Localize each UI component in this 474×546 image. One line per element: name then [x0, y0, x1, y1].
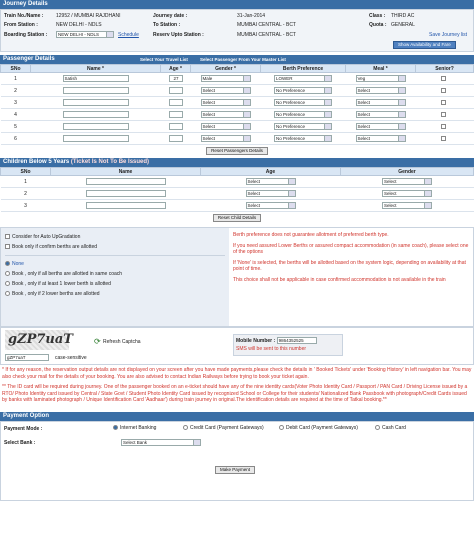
passenger-berth-select[interactable]: No Preference: [274, 135, 332, 142]
child-row: [1, 188, 474, 200]
passenger-meal-select[interactable]: Select: [356, 135, 406, 142]
passenger-row: [1, 133, 474, 145]
passenger-name-input[interactable]: [63, 123, 129, 130]
passenger-gender-select[interactable]: Select: [201, 87, 251, 94]
auto-upgrade-checkbox[interactable]: [5, 234, 10, 239]
passenger-age-input[interactable]: 27: [169, 75, 183, 82]
passenger-sno: 5: [1, 121, 31, 133]
senior-checkbox[interactable]: [441, 100, 446, 105]
payment-credit-option[interactable]: [183, 425, 264, 431]
child-sno: 2: [1, 188, 51, 200]
passenger-table: [0, 64, 474, 145]
col-sno: SNo: [1, 65, 31, 73]
child-col-sno: SNo: [1, 168, 51, 176]
reset-child-button[interactable]: Reset Child Details: [213, 214, 261, 222]
select-bank-label: Select Bank :: [4, 439, 36, 446]
payment-mode-label: Payment Mode :: [4, 425, 43, 432]
passenger-name-input[interactable]: [63, 111, 129, 118]
info-none: If 'None' is selected, the berths will be allotted based on the system logic, depending on availability at that point of time.: [233, 259, 466, 272]
col-age: Age *: [161, 65, 191, 73]
passenger-gender-select[interactable]: Select: [201, 135, 251, 142]
payment-title: Payment Option: [0, 412, 474, 421]
class-label: Class :: [369, 13, 386, 19]
note-booking: * If for any reason, the reservation output details are not displayed on your screen after you have made payments,please check the details in ' Booked Tickets' under 'Booking History' in left navigation bar. You may also check your mail for the details of your booking. You are also advised to contact Indian Railways before trying to book your ticket again.: [2, 367, 472, 380]
journey-panel: [0, 9, 474, 52]
case-sensitive-note: case-sensitive: [55, 355, 87, 361]
refresh-captcha-link[interactable]: Refresh Captcha: [103, 339, 141, 345]
senior-checkbox[interactable]: [441, 124, 446, 129]
passenger-section: [0, 55, 474, 156]
child-name-input[interactable]: [86, 190, 166, 197]
passenger-row: [1, 97, 474, 109]
date-label: Journey date :: [153, 13, 188, 19]
reset-passengers-button[interactable]: Reset Passengers Details: [206, 147, 268, 155]
passenger-title: Passenger Details: [3, 56, 55, 62]
senior-checkbox[interactable]: [441, 88, 446, 93]
option-one-lower[interactable]: [5, 279, 225, 289]
to-value: MUMBAI CENTRAL - BCT: [237, 22, 296, 28]
from-value: NEW DELHI - NDLS: [56, 22, 102, 28]
options-info: [229, 228, 473, 326]
travel-list-link[interactable]: Select Your Travel List: [140, 57, 188, 62]
payment-section: [0, 412, 474, 501]
child-col-age: Age: [201, 168, 341, 176]
passenger-gender-select[interactable]: Select: [201, 111, 251, 118]
children-title-bar: [0, 158, 474, 167]
journey-section: [0, 0, 474, 52]
train-no-label: Train No./Name :: [4, 13, 44, 19]
booking-options: [0, 227, 474, 327]
passenger-name-input[interactable]: [63, 99, 129, 106]
passenger-header-row: [1, 65, 474, 73]
passenger-age-input[interactable]: [169, 111, 183, 118]
passenger-age-input[interactable]: [169, 123, 183, 130]
senior-checkbox[interactable]: [441, 112, 446, 117]
radio-debit[interactable]: [279, 425, 284, 430]
captcha-input[interactable]: gZP7uaT: [5, 354, 49, 361]
book-confirm-option[interactable]: [5, 242, 225, 252]
make-payment-button[interactable]: Make Payment: [215, 466, 255, 474]
passenger-gender-select[interactable]: Select: [201, 99, 251, 106]
col-senior: Senior?: [416, 65, 474, 73]
radio-internet[interactable]: [113, 425, 118, 430]
passenger-berth-select[interactable]: No Preference: [274, 99, 332, 106]
col-name: Name *: [31, 65, 161, 73]
bank-select[interactable]: Select Bank: [121, 439, 201, 446]
children-section: [0, 158, 474, 223]
passenger-berth-select[interactable]: LOWER: [274, 75, 332, 82]
info-lower-berth: If you need assured Lower Berths or assured compact accommodation (in same coach), please select one of the options: [233, 242, 469, 255]
child-age-select[interactable]: Select: [246, 190, 296, 197]
child-reset-wrap: [0, 212, 474, 223]
passenger-meal-select[interactable]: Select: [356, 87, 406, 94]
notes-section: [0, 365, 474, 406]
book-confirm-checkbox[interactable]: [5, 244, 10, 249]
senior-checkbox[interactable]: [441, 136, 446, 141]
col-berth: Berth Preference: [261, 65, 346, 73]
refresh-icon[interactable]: ⟳: [94, 337, 101, 346]
info-preference: Berth preference does not guarantee allotment of preferred berth type.: [233, 232, 389, 238]
radio-one-lower[interactable]: [5, 281, 10, 286]
radio-two-lower[interactable]: [5, 291, 10, 296]
passenger-meal-select[interactable]: Select: [356, 123, 406, 130]
child-name-input[interactable]: [86, 178, 166, 185]
cash-label: Cash Card: [382, 424, 406, 431]
passenger-reset-wrap: [0, 145, 474, 156]
none-label: None: [12, 261, 24, 267]
passenger-row: [1, 121, 474, 133]
child-sno: 1: [1, 176, 51, 188]
quota-value: GENERAL: [391, 22, 415, 28]
resv-label: Reserv Upto Station :: [153, 32, 204, 38]
book-confirm-label: Book only if confirm berths are allotted: [12, 244, 98, 250]
passenger-gender-select[interactable]: Male: [201, 75, 251, 82]
child-sno: 3: [1, 200, 51, 212]
radio-same-coach[interactable]: [5, 271, 10, 276]
schedule-link[interactable]: Schedule: [118, 32, 139, 38]
passenger-berth-select[interactable]: No Preference: [274, 87, 332, 94]
child-col-gender: Gender: [341, 168, 474, 176]
children-header-row: [1, 168, 474, 176]
passenger-sno: 4: [1, 109, 31, 121]
captcha-image: gZP7uaT: [5, 330, 69, 350]
children-title: Children Below 5 Years: [3, 159, 70, 165]
child-gender-select[interactable]: Select: [382, 190, 432, 197]
note-id-card: ** The ID card will be required during journey. One of the passenger booked on an e-ticket should have any of the nine identity cards(Voter Photo Identity Card / Passport / PAN Card / Driving License issued by a RTO/ Photo Identity card issued by Central / State Govt / Student Photo Identity Card issued by recognized School or College for their students/ Nationalized Bank Passbook with photograph/Credit Cards issued by banks with laminated photograph / Unique Identification Card 'Aadhaar') during train journey in original.The identification details are required at the time of Tatkal booking.**: [2, 384, 468, 403]
payment-panel: [0, 421, 474, 501]
date-value: 31-Jan-2014: [237, 13, 266, 19]
passenger-age-input[interactable]: [169, 135, 183, 142]
passenger-row: [1, 109, 474, 121]
passenger-row: [1, 85, 474, 97]
sms-note: SMS will be sent to this number: [236, 346, 307, 352]
info-applicability: This choice shall not be applicable in case confirmed accommodation is not available in the train: [233, 276, 446, 283]
show-availability-button[interactable]: Show Availability and Fare: [393, 41, 456, 49]
col-gender: Gender *: [191, 65, 261, 73]
master-list-link[interactable]: Select Passenger From Your Master List: [200, 57, 286, 62]
train-no-value: 12952 / MUMBAI RAJDHANI: [56, 13, 121, 19]
passenger-sno: 6: [1, 133, 31, 145]
child-name-input[interactable]: [86, 202, 166, 209]
passenger-name-input[interactable]: Satish: [63, 75, 129, 82]
child-age-select[interactable]: Select: [246, 202, 296, 209]
passenger-berth-select[interactable]: No Preference: [274, 123, 332, 130]
radio-credit[interactable]: [183, 425, 188, 430]
option-two-lower[interactable]: [5, 289, 225, 299]
same-coach-label: Book , only if all berths are allotted in same coach: [12, 271, 123, 277]
passenger-gender-select[interactable]: Select: [201, 123, 251, 130]
debit-label: Debit Card (Payment Gateways): [286, 424, 358, 431]
option-none[interactable]: [5, 259, 225, 269]
child-gender-select[interactable]: Select: [382, 202, 432, 209]
passenger-meal-select[interactable]: Select: [356, 99, 406, 106]
children-warning: (Ticket Is Not To Be Issued): [70, 159, 150, 165]
passenger-name-input[interactable]: [63, 135, 129, 142]
captcha-section: [0, 327, 474, 365]
mobile-input[interactable]: 9864352525: [277, 337, 317, 344]
children-table: [0, 167, 474, 212]
passenger-sno: 1: [1, 73, 31, 85]
mobile-label: Mobile Number :: [236, 337, 276, 344]
passenger-meal-select[interactable]: Veg: [356, 75, 406, 82]
boarding-label: Boarding Station :: [4, 32, 48, 38]
payment-internet-option[interactable]: [113, 425, 156, 431]
radio-cash[interactable]: [375, 425, 380, 430]
journey-title: Journey Details: [0, 0, 474, 9]
auto-upgrade-option[interactable]: [5, 232, 225, 242]
resv-value: MUMBAI CENTRAL - BCT: [237, 32, 296, 38]
options-panel: [1, 228, 229, 326]
senior-checkbox[interactable]: [441, 76, 446, 81]
passenger-age-input[interactable]: [169, 99, 183, 106]
child-age-select[interactable]: Select: [246, 178, 296, 185]
child-row: [1, 200, 474, 212]
child-gender-select[interactable]: Select: [382, 178, 432, 185]
class-value: THIRD AC: [391, 13, 415, 19]
credit-label: Credit Card (Payment Gateways): [190, 424, 264, 431]
one-lower-label: Book , only if at least 1 lower berth is allotted: [12, 281, 111, 287]
passenger-age-input[interactable]: [169, 87, 183, 94]
child-col-name: Name: [51, 168, 201, 176]
save-journey-link[interactable]: Save Journey list: [429, 32, 468, 38]
two-lower-label: Book , only if 2 lower berths are allotted: [12, 291, 100, 297]
to-label: To Station :: [153, 22, 181, 28]
passenger-title-bar: [0, 55, 474, 64]
payment-debit-option[interactable]: [279, 425, 358, 431]
auto-upgrade-label: Consider for Auto UpGradation: [12, 234, 81, 240]
radio-none[interactable]: [5, 261, 10, 266]
payment-cash-option[interactable]: [375, 425, 406, 431]
option-same-coach[interactable]: [5, 269, 225, 279]
col-meal: Meal *: [346, 65, 416, 73]
passenger-name-input[interactable]: [63, 87, 129, 94]
boarding-select[interactable]: NEW DELHI - NDLS: [56, 31, 114, 38]
passenger-meal-select[interactable]: Select: [356, 111, 406, 118]
passenger-sno: 3: [1, 97, 31, 109]
passenger-berth-select[interactable]: No Preference: [274, 111, 332, 118]
internet-label: Internet Banking: [120, 424, 157, 431]
child-row: [1, 176, 474, 188]
passenger-row: [1, 73, 474, 85]
from-label: From Station :: [4, 22, 38, 28]
quota-label: Quota :: [369, 22, 387, 28]
mobile-panel: [233, 334, 343, 356]
passenger-sno: 2: [1, 85, 31, 97]
